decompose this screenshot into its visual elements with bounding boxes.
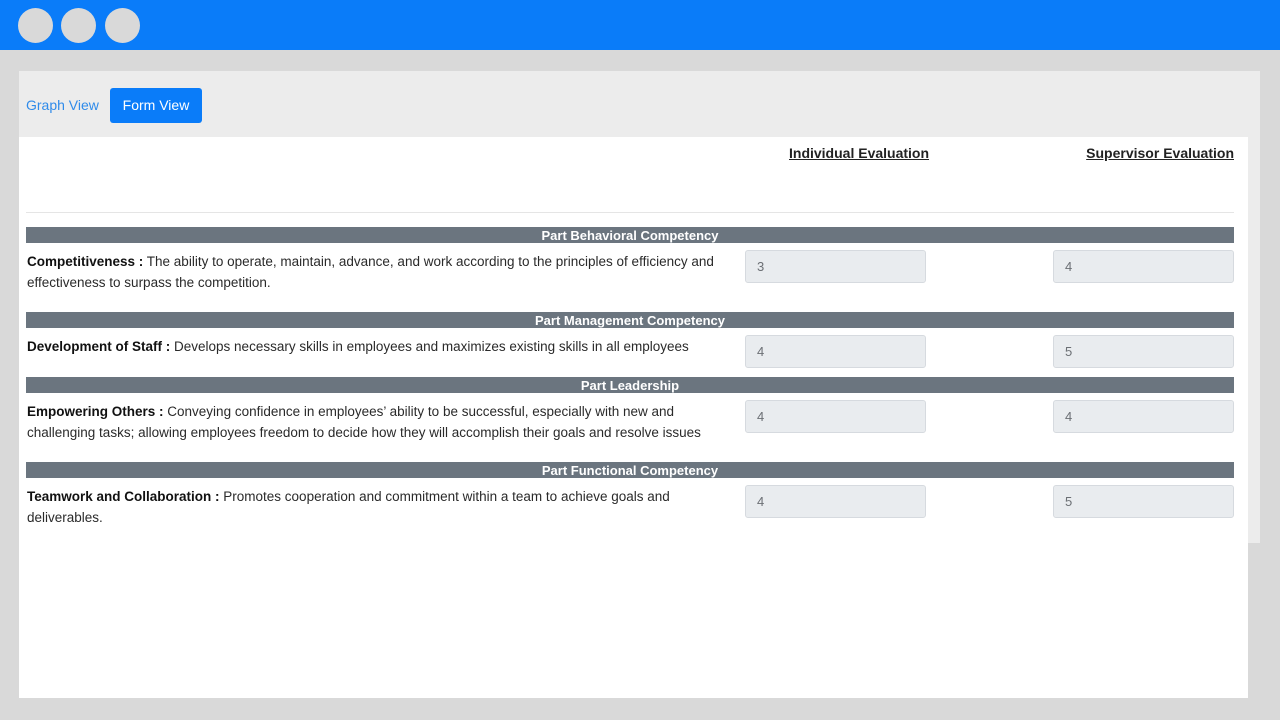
- competency-row: [27, 336, 727, 357]
- supervisor-score-field[interactable]: 4: [1053, 250, 1234, 283]
- tab-graph-view[interactable]: Graph View: [26, 97, 99, 113]
- competency-row: [27, 251, 727, 293]
- competency-name: Empowering Others :: [27, 404, 164, 419]
- competency-description: Promotes cooperation and commitment within a team to achieve goals and deliverables.: [27, 489, 670, 525]
- competency-description: The ability to operate, maintain, advance, and work according to the principles of efficiency and effectiveness to surpass the competition.: [27, 254, 714, 290]
- part-header-leadership: Part Leadership: [26, 377, 1234, 393]
- supervisor-score-field[interactable]: 5: [1053, 335, 1234, 368]
- individual-evaluation-header: Individual Evaluation: [789, 145, 930, 161]
- form-lower-area: [19, 543, 1248, 698]
- window-dot-2[interactable]: [61, 8, 96, 43]
- individual-score-field[interactable]: 3: [745, 250, 926, 283]
- part-header-management: Part Management Competency: [26, 312, 1234, 328]
- window-dot-3[interactable]: [105, 8, 140, 43]
- competency-description: Develops necessary skills in employees and maximizes existing skills in all employees: [170, 339, 689, 354]
- tab-form-view[interactable]: Form View: [110, 88, 202, 123]
- competency-row: [27, 486, 727, 528]
- supervisor-score-field[interactable]: 4: [1053, 400, 1234, 433]
- individual-score-field[interactable]: 4: [745, 335, 926, 368]
- part-header-behavioral: Part Behavioral Competency: [26, 227, 1234, 243]
- window-titlebar: [0, 0, 1280, 50]
- competency-name: Teamwork and Collaboration :: [27, 489, 220, 504]
- competency-name: Competitiveness :: [27, 254, 144, 269]
- supervisor-evaluation-header: Supervisor Evaluation: [1086, 145, 1234, 161]
- individual-score-field[interactable]: 4: [745, 400, 926, 433]
- divider: [26, 212, 1234, 213]
- evaluation-panel: [19, 71, 1260, 543]
- competency-description: Conveying confidence in employees’ ability to be successful, especially with new and challenging tasks; allowing employees freedom to decide how they will accomplish their goals and resolve issues: [27, 404, 701, 440]
- part-header-functional: Part Functional Competency: [26, 462, 1234, 478]
- individual-score-field[interactable]: 4: [745, 485, 926, 518]
- competency-name: Development of Staff :: [27, 339, 171, 354]
- window-dot-1[interactable]: [18, 8, 53, 43]
- competency-row: [27, 401, 727, 443]
- supervisor-score-field[interactable]: 5: [1053, 485, 1234, 518]
- evaluation-form: [19, 137, 1248, 543]
